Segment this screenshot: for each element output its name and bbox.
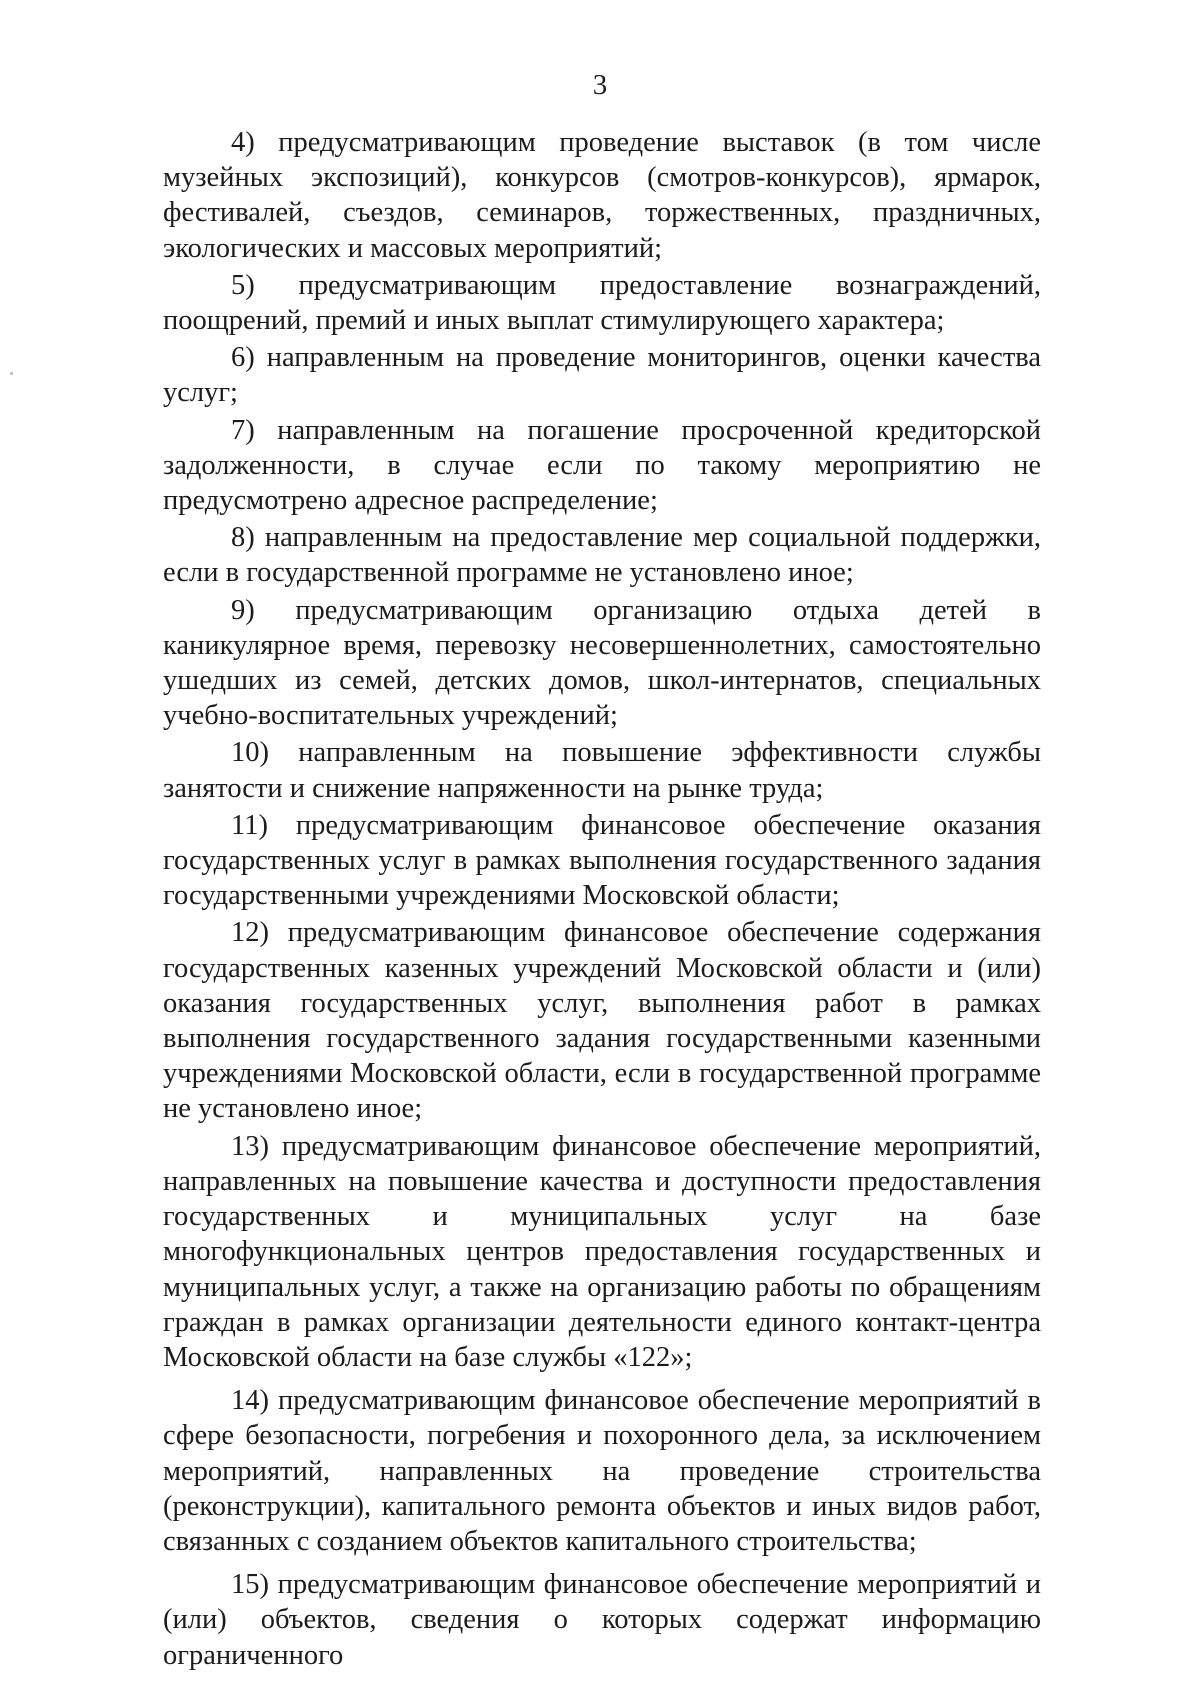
list-item-14: 14) предусматривающим финансовое обеспечение мероприятий в сфере безопасности, погребения и похоронного дела, за исключением мероприятий, направленных на проведение строительства (реконструкции), капитального ремонта объектов и иных видов работ, связанных с созданием объектов капитального строительства;: [163, 1385, 1041, 1557]
list-item-10: 10) направленным на повышение эффективности службы занятости и снижение напряженности на рынке труда;: [163, 737, 1041, 804]
page-number: 3: [592, 69, 608, 101]
list-item-11: 11) предусматривающим финансовое обеспечение оказания государственных услуг в рамках выполнения государственного задания государственными учреждениями Московской области;: [163, 809, 1041, 912]
list-item-9: 9) предусматривающим организацию отдыха детей в каникулярное время, перевозку несовершеннолетних, самостоятельно ушедших из семей, детских домов, школ-интернатов, специальных учебно-воспитательных учреждений;: [163, 594, 1041, 732]
list-item-15: 15) предусматривающим финансовое обеспечение мероприятий и (или) объектов, сведения о которых содержат информацию ограниченного: [163, 1569, 1041, 1671]
document-body: [163, 125, 1041, 1675]
list-item-6: 6) направленным на проведение мониторингов, оценки качества услуг;: [163, 342, 1041, 409]
list-item-8: 8) направленным на предоставление мер социальной поддержки, если в государственной программе не установлено иное;: [163, 522, 1041, 589]
list-item-12: 12) предусматривающим финансовое обеспечение содержания государственных казенных учреждений Московской области и (или) оказания государственных услуг, выполнения работ в рамках выполнения государственного задания государственными казенными учреждениями Московской области, если в государственной программе не установлено иное;: [163, 917, 1041, 1125]
list-item-5: 5) предусматривающим предоставление вознаграждений, поощрений, премий и иных выплат стимулирующего характера;: [163, 269, 1041, 337]
list-item-4: 4) предусматривающим проведение выставок (в том числе музейных экспозиций), конкурсов (смотров-конкурсов), ярмарок, фестивалей, съездов, семинаров, торжественных, праздничных, экологических и массовых мероприятий;: [163, 127, 1041, 264]
list-item-7: 7) направленным на погашение просроченной кредиторской задолженности, в случае если по такому мероприятию не предусмотрено адресное распределение;: [163, 414, 1041, 517]
list-item-13: 13) предусматривающим финансовое обеспечение мероприятий, направленных на повышение качества и доступности предоставления государственных и муниципальных услуг на базе многофункциональных центров предоставления государственных и муниципальных услуг, а также на организацию работы по обращениям граждан в рамках организации деятельности единого контакт-центра Московской области на базе службы «122»;: [163, 1130, 1041, 1373]
scan-artifact-dot: [10, 372, 13, 375]
